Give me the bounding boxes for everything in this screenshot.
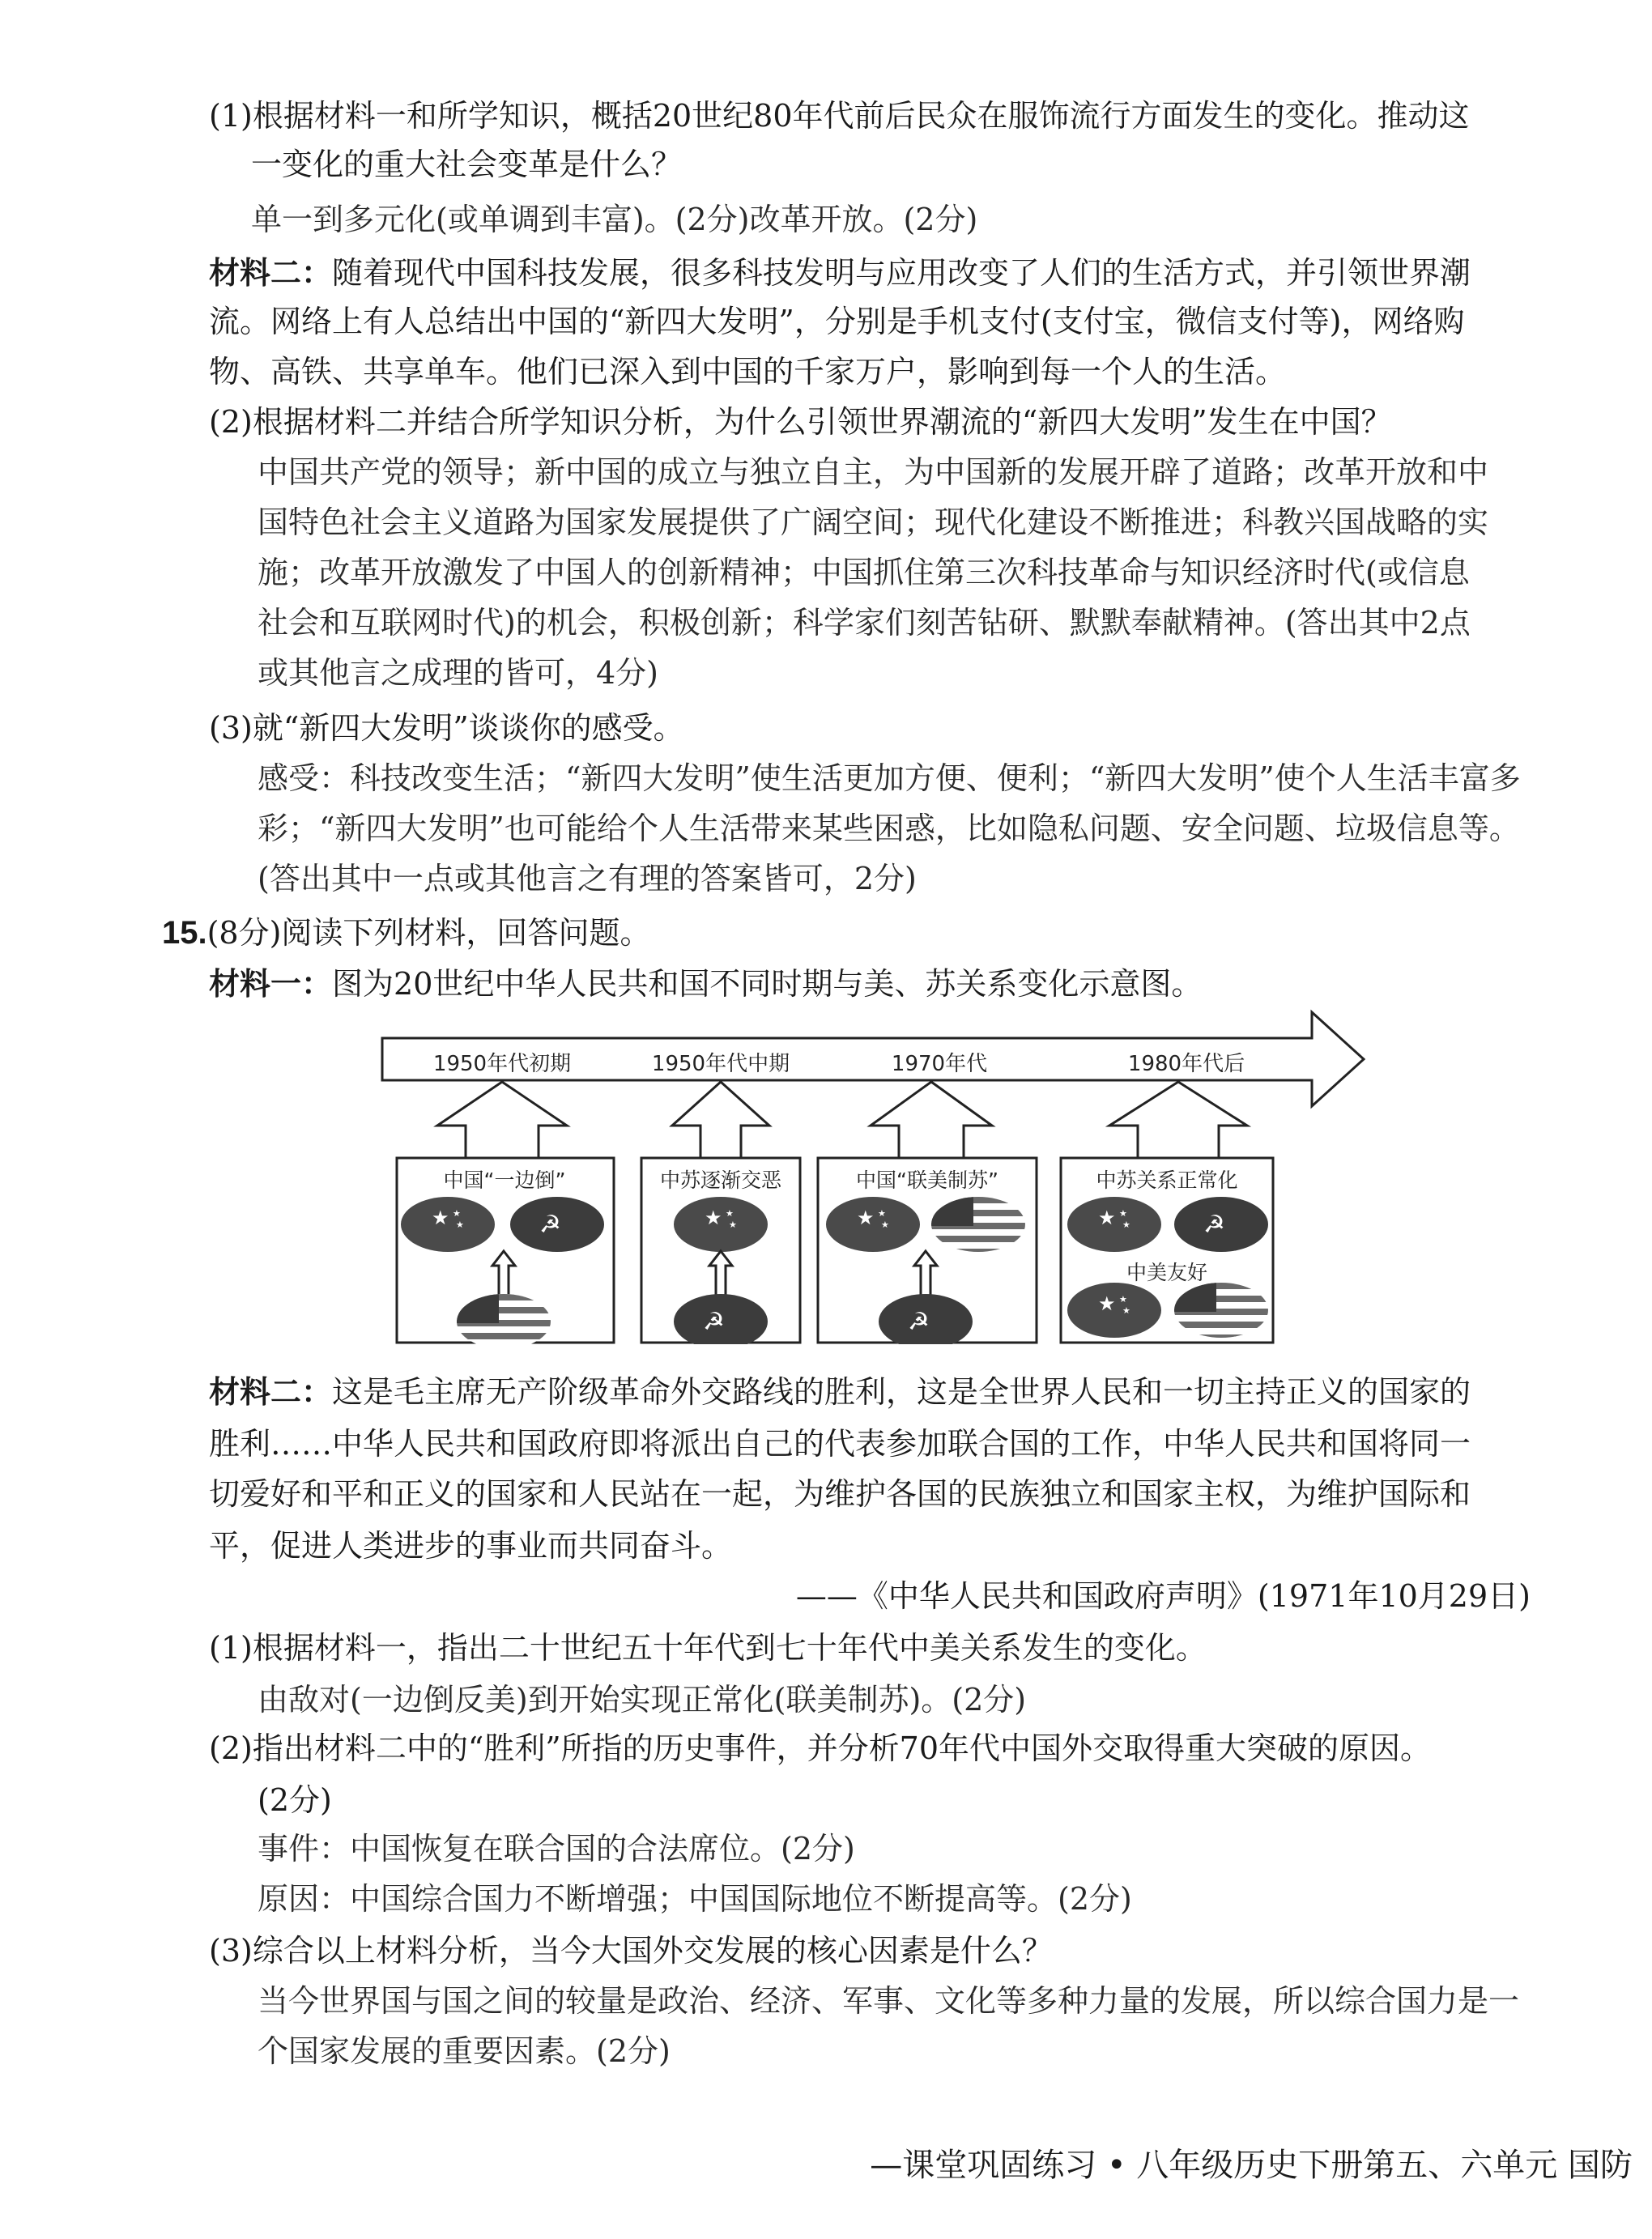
q14-p3-answer-line2: 彩；“新四大发明”也可能给个人生活带来某些困惑，比如隐私问题、安全问题、垃圾信息等。 xyxy=(258,811,1520,846)
q15-material2-line2: 胜利……中华人民共和国政府即将派出自己的代表参加联合国的工作，中华人民共和国将同一 xyxy=(209,1426,1471,1462)
svg-text:☭: ☭ xyxy=(1203,1211,1225,1239)
china-flag-icon xyxy=(674,1197,768,1252)
ussr-flag-icon xyxy=(1174,1197,1268,1252)
q15-material2-text: 这是毛主席无产阶级革命外交路线的胜利，这是全世界人民和一切主持正义的国家的 xyxy=(332,1374,1471,1410)
q15-intro: (8分)阅读下列材料，回答问题。 xyxy=(206,915,651,951)
svg-text:★: ★ xyxy=(1098,1207,1116,1229)
box-title-2: 中苏逐渐交恶 xyxy=(659,1168,782,1192)
q15-material2-line1 xyxy=(209,1373,1471,1410)
q14-p3-question: (3)就“新四大发明”谈谈你的感受。 xyxy=(209,710,684,746)
svg-text:☭: ☭ xyxy=(539,1211,561,1239)
up-arrow-1 xyxy=(437,1082,567,1158)
svg-text:★: ★ xyxy=(1098,1292,1116,1315)
period-label-2: 1950年代中期 xyxy=(651,1052,790,1076)
q14-p3-answer-line3: (答出其中一点或其他言之有理的答案皆可，2分) xyxy=(258,861,917,896)
period-label-3: 1970年代 xyxy=(891,1052,988,1076)
q15-p3-question: (3)综合以上材料分析，当今大国外交发展的核心因素是什么？ xyxy=(209,1933,1053,1969)
q15-p2-answer-reason: 原因：中国综合国力不断增强；中国国际地位不断提高等。(2分) xyxy=(258,1881,1132,1917)
q14-p2-answer-line5: 或其他言之成理的皆可，4分) xyxy=(258,655,659,691)
svg-text:☭: ☭ xyxy=(908,1308,930,1336)
q14-p2-answer-line1: 中国共产党的领导；新中国的成立与独立自主，为中国新的发展开辟了道路；改革开放和中 xyxy=(258,454,1489,490)
up-arrow-4 xyxy=(1109,1082,1247,1158)
svg-text:★: ★ xyxy=(1122,1305,1130,1316)
material2-text: 随着现代中国科技发展，很多科技发明与应用改变了人们的生活方式，并引领世界潮 xyxy=(332,255,1471,291)
svg-text:★: ★ xyxy=(705,1207,722,1229)
up-arrow-2 xyxy=(672,1082,769,1158)
material2-label: 材料二： xyxy=(209,254,333,291)
us-china-friendly-label: 中美友好 xyxy=(1126,1261,1208,1284)
q15-p3-answer-line1: 当今世界国与国之间的较量是政治、经济、军事、文化等多种力量的发展，所以综合国力是一 xyxy=(258,1983,1520,2019)
q15-p1-question: (1)根据材料一，指出二十世纪五十年代到七十年代中美关系发生的变化。 xyxy=(209,1630,1207,1666)
q14-p2-question: (2)根据材料二并结合所学知识分析，为什么引领世界潮流的“新四大发明”发生在中国？ xyxy=(209,404,1392,440)
q14-p3-answer-line1: 感受：科技改变生活；“新四大发明”使生活更加方便、便利；“新四大发明”使个人生活丰富多 xyxy=(258,760,1521,796)
q14-p2-answer-line3: 施；改革开放激发了中国人的创新精神；中国抓住第三次科技革命与知识经济时代(或信息 xyxy=(258,555,1470,590)
box-title-4: 中苏关系正常化 xyxy=(1096,1168,1238,1192)
svg-text:★: ★ xyxy=(726,1208,734,1219)
ussr-flag-icon xyxy=(510,1197,604,1252)
material1-text: 图为20世纪中华人民共和国不同时期与美、苏关系变化示意图。 xyxy=(332,966,1203,1002)
material1-label: 材料一： xyxy=(209,965,333,1002)
china-flag-icon xyxy=(401,1197,495,1252)
q15-p3-answer-line2: 个国家发展的重要因素。(2分) xyxy=(258,2033,671,2069)
china-flag-icon xyxy=(1067,1197,1161,1252)
q15-material1-line xyxy=(209,965,1203,1002)
svg-text:★: ★ xyxy=(453,1208,461,1219)
china-flag-icon xyxy=(1067,1283,1161,1338)
q14-p1-answer: 单一到多元化(或单调到丰富)。(2分)改革开放。(2分) xyxy=(251,202,978,237)
q14-p2-answer-line2: 国特色社会主义道路为国家发展提供了广阔空间；现代化建设不断推进；科教兴国战略的实 xyxy=(258,504,1489,540)
box-title-3: 中国“联美制苏” xyxy=(856,1168,998,1192)
svg-text:★: ★ xyxy=(432,1207,449,1229)
q15-p2-question-line1: (2)指出材料二中的“胜利”所指的历史事件，并分析70年代中国外交取得重大突破的原因。 xyxy=(209,1730,1432,1766)
box-title-1: 中国“一边倒” xyxy=(443,1168,566,1192)
q14-material2-line1 xyxy=(209,254,1471,291)
q15-material2-line3: 切爱好和平和正义的国家和人民站在一起，为维护各国的民族独立和国家主权，为维护国际和 xyxy=(209,1476,1471,1512)
q15-p2-answer-event: 事件：中国恢复在联合国的合法席位。(2分) xyxy=(258,1831,855,1867)
svg-text:★: ★ xyxy=(729,1220,737,1230)
q14-material2-line2: 流。网络上有人总结出中国的“新四大发明”，分别是手机支付(支付宝，微信支付等)，网络购 xyxy=(209,304,1465,339)
up-arrow-3 xyxy=(871,1082,992,1158)
period-label-1: 1950年代初期 xyxy=(432,1052,572,1076)
svg-text:★: ★ xyxy=(1122,1220,1130,1230)
q15-intro-line xyxy=(162,917,650,949)
q15-material2-source: ——《中华人民共和国政府声明》(1971年10月29日) xyxy=(795,1578,1531,1614)
svg-text:☭: ☭ xyxy=(703,1308,725,1336)
svg-text:★: ★ xyxy=(1119,1208,1127,1219)
q14-material2-line3: 物、高铁、共享单车。他们已深入到中国的千家万户，影响到每一个人的生活。 xyxy=(209,354,1287,389)
q15-p1-answer: 由敌对(一边倒反美)到开始实现正常化(联美制苏)。(2分) xyxy=(258,1682,1027,1718)
period-label-4: 1980年代后 xyxy=(1127,1052,1245,1076)
svg-text:★: ★ xyxy=(878,1208,886,1219)
svg-text:★: ★ xyxy=(456,1220,464,1230)
q15-material2-label: 材料二： xyxy=(209,1373,333,1410)
relations-diagram xyxy=(381,1004,1369,1344)
china-flag-icon xyxy=(826,1197,920,1252)
q15-p2-question-line2: (2分) xyxy=(258,1782,332,1818)
q14-p1-question-line2: 一变化的重大社会变革是什么？ xyxy=(251,147,683,182)
page-footer: —课堂巩固练习 • 八年级历史下册第五、六单元 国防 xyxy=(870,2147,1633,2184)
q14-p1-question-line1: (1)根据材料一和所学知识，概括20世纪80年代前后民众在服饰流行方面发生的变化。推动这 xyxy=(209,98,1470,134)
q15-number: 15. xyxy=(162,915,207,951)
q15-material2-line4: 平，促进人类进步的事业而共同奋斗。 xyxy=(209,1528,733,1564)
svg-text:★: ★ xyxy=(881,1220,889,1230)
q14-p2-answer-line4: 社会和互联网时代)的机会，积极创新；科学家们刻苦钻研、默默奉献精神。(答出其中2点 xyxy=(258,605,1471,641)
svg-text:★: ★ xyxy=(857,1207,875,1229)
svg-text:★: ★ xyxy=(1119,1294,1127,1305)
